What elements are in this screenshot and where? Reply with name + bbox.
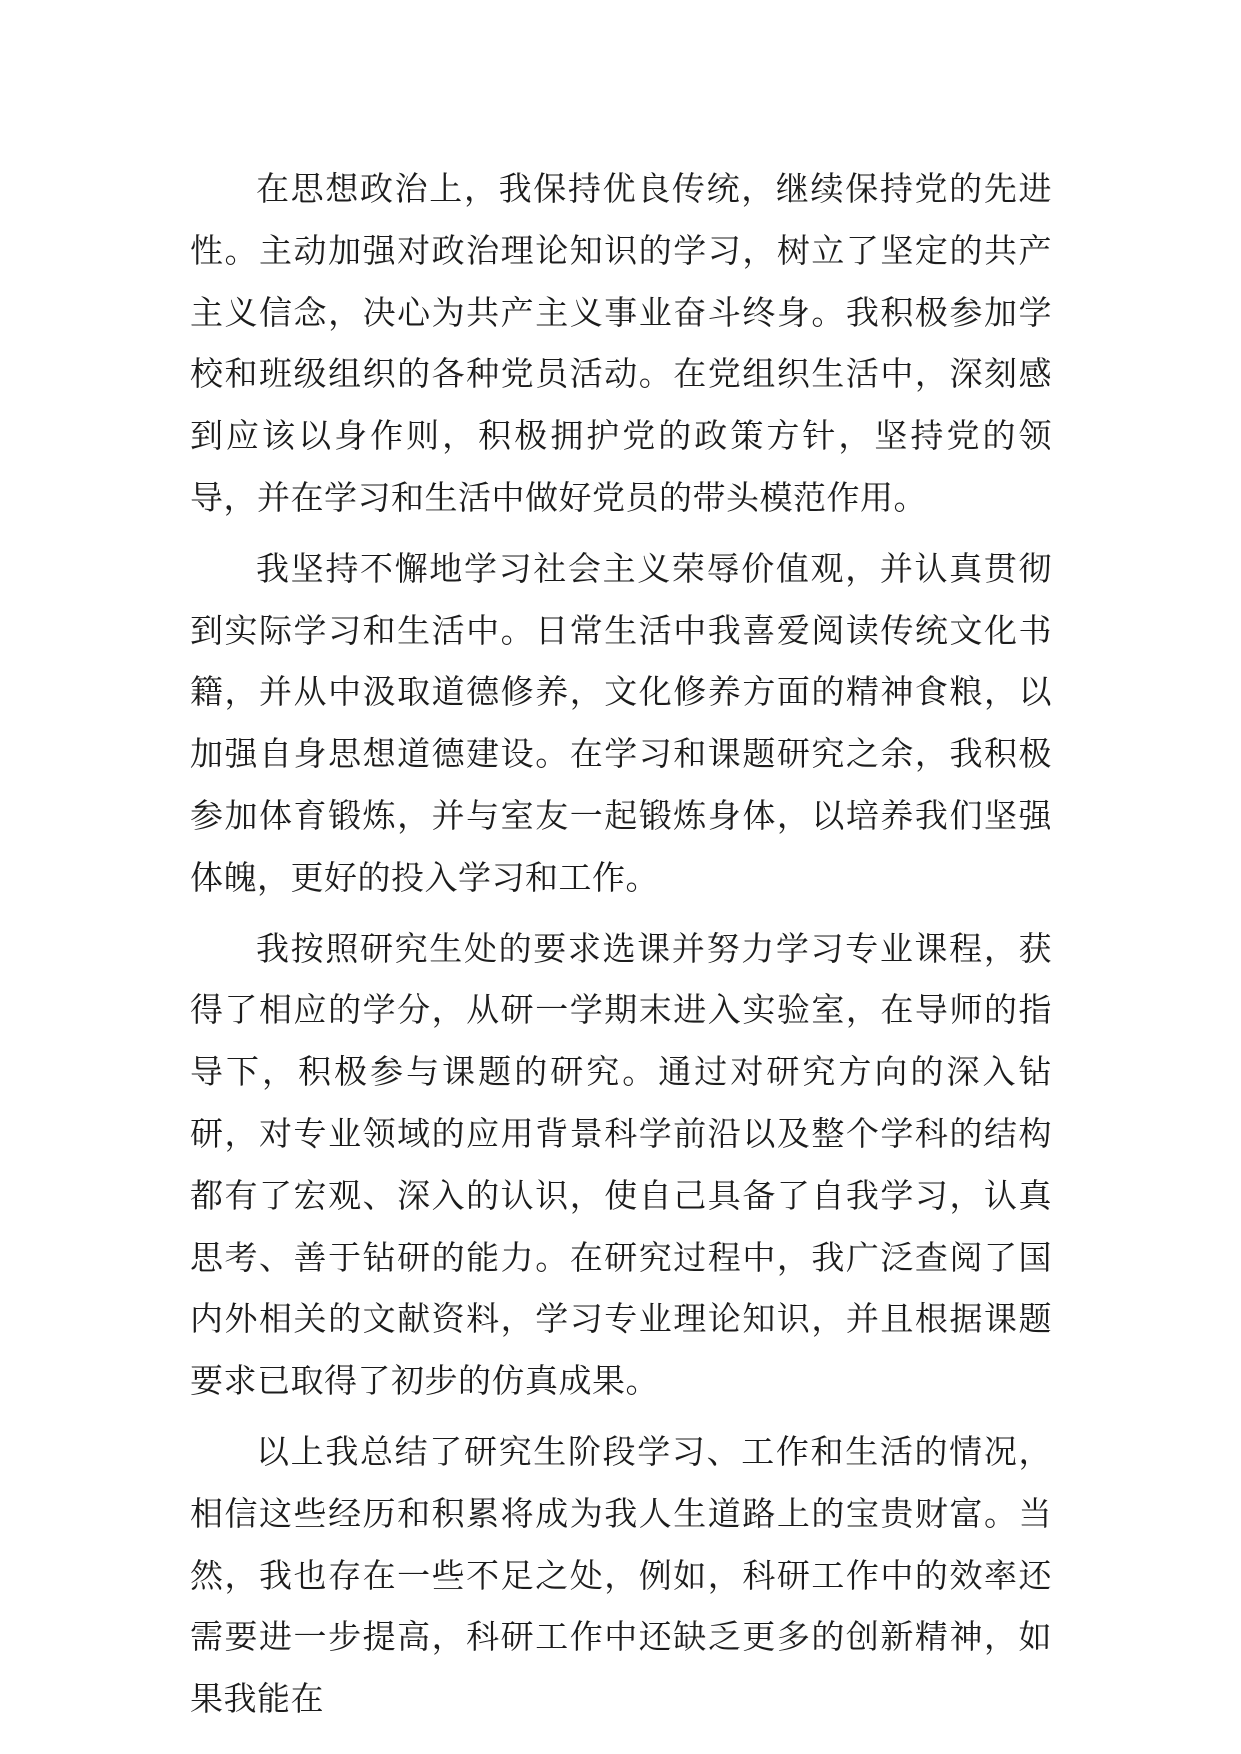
paragraph-academic-study: 我按照研究生处的要求选课并努力学习专业课程，获得了相应的学分，从研一学期末进入实验室，在导师的指导下，积极参与课题的研究。通过对研究方向的深入钻研，对专业领域的应用背景科学前沿以及整个学科的结构都有了宏观、深入的认识，使自己具备了自我学习，认真思考、善于钻研的能力。在研究过程中，我广泛查阅了国内外相关的文献资料，学习专业理论知识，并且根据课题要求已取得了初步的仿真成果。 [190,928,1052,1401]
paragraph-moral-cultivation: 我坚持不懈地学习社会主义荣辱价值观，并认真贯彻到实际学习和生活中。日常生活中我喜爱阅读传统文化书籍，并从中汲取道德修养，文化修养方面的精神食粮，以加强自身思想道德建设。在学习和课题研究之余，我积极参加体育锻炼，并与室友一起锻炼身体，以培养我们坚强体魄，更好的投入学习和工作。 [190,548,1052,897]
paragraph-political-thought: 在思想政治上，我保持优良传统，继续保持党的先进性。主动加强对政治理论知识的学习，树立了坚定的共产主义信念，决心为共产主义事业奋斗终身。我积极参加学校和班级组织的各种党员活动。在党组织生活中，深刻感到应该以身作则，积极拥护党的政策方针，坚持党的领导，并在学习和生活中做好党员的带头模范作用。 [190,169,1052,517]
paragraph-summary: 以上我总结了研究生阶段学习、工作和生活的情况，相信这些经历和积累将成为我人生道路上的宝贵财富。当然，我也存在一些不足之处，例如，科研工作中的效率还需要进一步提高，科研工作中还缺乏更多的创新精神，如果我能在 [190,1431,1052,1719]
document-body [190,158,1052,1739]
